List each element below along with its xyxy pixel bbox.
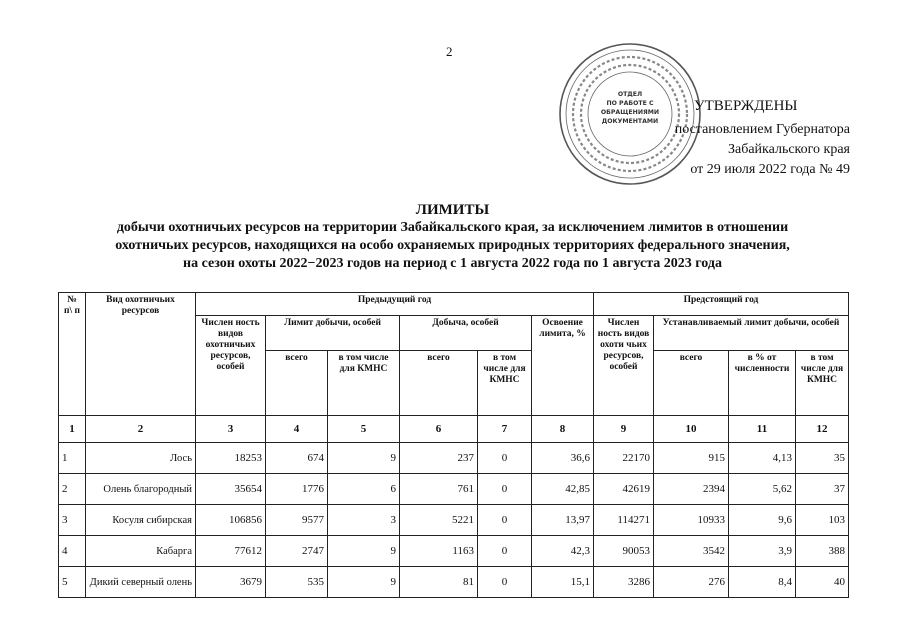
cell-population-next: 3286: [594, 567, 654, 598]
header-limit-total: всего: [266, 351, 328, 416]
table-row: [59, 505, 849, 536]
cell-harvest-total: 761: [400, 474, 478, 505]
cell-population-prev: 35654: [196, 474, 266, 505]
cell-row-number: 2: [59, 474, 86, 505]
table-row: [59, 567, 849, 598]
cell-limit-utilization: 15,1: [532, 567, 594, 598]
approval-line-1: постановлением Губернатора: [674, 122, 850, 137]
cell-set-limit-kmns: 40: [796, 567, 849, 598]
header-limit: Лимит добычи, особей: [266, 316, 400, 351]
column-number: 7: [478, 416, 532, 443]
document-title: [40, 201, 865, 273]
header-population-next: Числен ность видов охоти чьих ресурсов, особей: [594, 316, 654, 416]
cell-harvest-total: 81: [400, 567, 478, 598]
cell-limit-utilization: 36,6: [532, 443, 594, 474]
cell-set-limit-pct: 9,6: [729, 505, 796, 536]
column-number: 11: [729, 416, 796, 443]
cell-set-limit-kmns: 35: [796, 443, 849, 474]
cell-limit-total: 1776: [266, 474, 328, 505]
title-line-1: добычи охотничьих ресурсов на территории Забайкальского края, за исключением лимитов в отношении: [116, 220, 789, 235]
cell-limit-total: 2747: [266, 536, 328, 567]
cell-row-number: 3: [59, 505, 86, 536]
cell-limit-utilization: 42,3: [532, 536, 594, 567]
cell-harvest-total: 5221: [400, 505, 478, 536]
cell-population-next: 42619: [594, 474, 654, 505]
column-number: 1: [59, 416, 86, 443]
cell-set-limit-total: 10933: [654, 505, 729, 536]
stamp-line-4: ДОКУМЕНТАМИ: [601, 118, 659, 125]
cell-harvest-total: 237: [400, 443, 478, 474]
cell-population-prev: 77612: [196, 536, 266, 567]
cell-species-name: Олень благородный: [86, 474, 196, 505]
cell-limit-utilization: 42,85: [532, 474, 594, 505]
column-number-row: [59, 416, 849, 443]
cell-species-name: Кабарга: [86, 536, 196, 567]
column-number: 4: [266, 416, 328, 443]
column-number: 9: [594, 416, 654, 443]
cell-limit-total: 535: [266, 567, 328, 598]
header-harvest: Добыча, особей: [400, 316, 532, 351]
cell-set-limit-pct: 3,9: [729, 536, 796, 567]
cell-row-number: 4: [59, 536, 86, 567]
cell-population-prev: 18253: [196, 443, 266, 474]
cell-limit-total: 9577: [266, 505, 328, 536]
cell-set-limit-total: 3542: [654, 536, 729, 567]
page-number: 2: [446, 44, 453, 59]
table-row: [59, 536, 849, 567]
header-harvest-kmns: в том числе для КМНС: [478, 351, 532, 416]
cell-set-limit-total: 2394: [654, 474, 729, 505]
cell-row-number: 1: [59, 443, 86, 474]
header-previous-year: Предыдущий год: [196, 293, 594, 316]
cell-set-limit-kmns: 103: [796, 505, 849, 536]
header-set-limit-total: всего: [654, 351, 729, 416]
cell-population-next: 22170: [594, 443, 654, 474]
cell-set-limit-pct: 5,62: [729, 474, 796, 505]
column-number: 10: [654, 416, 729, 443]
cell-limit-utilization: 13,97: [532, 505, 594, 536]
cell-population-next: 90053: [594, 536, 654, 567]
cell-species-name: Лось: [86, 443, 196, 474]
column-number: 6: [400, 416, 478, 443]
cell-limit-kmns: 9: [328, 567, 400, 598]
cell-set-limit-pct: 8,4: [729, 567, 796, 598]
stamp-line-2: ПО РАБОТЕ С: [606, 100, 654, 107]
header-set-limit: Устанавливаемый лимит добычи, особей: [654, 316, 849, 351]
table-row: [59, 474, 849, 505]
cell-harvest-kmns: 0: [478, 505, 532, 536]
cell-harvest-kmns: 0: [478, 536, 532, 567]
cell-row-number: 5: [59, 567, 86, 598]
column-number: 12: [796, 416, 849, 443]
cell-limit-kmns: 9: [328, 536, 400, 567]
approval-line-3: от 29 июля 2022 года № 49: [690, 162, 850, 177]
approval-heading: УТВЕРЖДЕНЫ: [694, 98, 798, 114]
cell-population-next: 114271: [594, 505, 654, 536]
cell-population-prev: 106856: [196, 505, 266, 536]
column-number: 5: [328, 416, 400, 443]
header-limit-kmns: в том числе для КМНС: [328, 351, 400, 416]
header-harvest-total: всего: [400, 351, 478, 416]
header-no: № п\ п: [59, 293, 86, 416]
header-pct-population: в % от численности: [729, 351, 796, 416]
cell-harvest-kmns: 0: [478, 567, 532, 598]
cell-species-name: Косуля сибирская: [86, 505, 196, 536]
cell-limit-kmns: 9: [328, 443, 400, 474]
cell-harvest-total: 1163: [400, 536, 478, 567]
cell-limit-total: 674: [266, 443, 328, 474]
cell-set-limit-pct: 4,13: [729, 443, 796, 474]
cell-set-limit-kmns: 388: [796, 536, 849, 567]
hunting-limits-table: [58, 292, 849, 598]
stamp-line-3: ОБРАЩЕНИЯМИ: [600, 109, 660, 116]
stamp-line-1: ОТДЕЛ: [617, 91, 643, 98]
column-number: 8: [532, 416, 594, 443]
approval-block: [640, 96, 850, 180]
cell-set-limit-kmns: 37: [796, 474, 849, 505]
header-utilization: Освоение лимита, %: [532, 316, 594, 416]
approval-line-2: Забайкальского края: [727, 142, 850, 157]
title-main: ЛИМИТЫ: [415, 202, 490, 218]
cell-harvest-kmns: 0: [478, 474, 532, 505]
cell-limit-kmns: 3: [328, 505, 400, 536]
cell-population-prev: 3679: [196, 567, 266, 598]
cell-set-limit-total: 276: [654, 567, 729, 598]
header-species: Вид охотничьих ресурсов: [86, 293, 196, 416]
cell-set-limit-total: 915: [654, 443, 729, 474]
title-line-3: на сезон охоты 2022−2023 годов на период с 1 августа 2022 года по 1 августа 2023 года: [183, 256, 722, 271]
column-number: 2: [86, 416, 196, 443]
cell-limit-kmns: 6: [328, 474, 400, 505]
header-next-year: Предстоящий год: [594, 293, 849, 316]
title-line-2: охотничьих ресурсов, находящихся на особо охраняемых природных территориях федерального значения,: [115, 238, 790, 253]
cell-harvest-kmns: 0: [478, 443, 532, 474]
header-set-limit-kmns: в том числе для КМНС: [796, 351, 849, 416]
cell-species-name: Дикий северный олень: [86, 567, 196, 598]
column-number: 3: [196, 416, 266, 443]
table-row: [59, 443, 849, 474]
header-population: Числен ность видов охотничьих ресурсов, особей: [196, 316, 266, 416]
